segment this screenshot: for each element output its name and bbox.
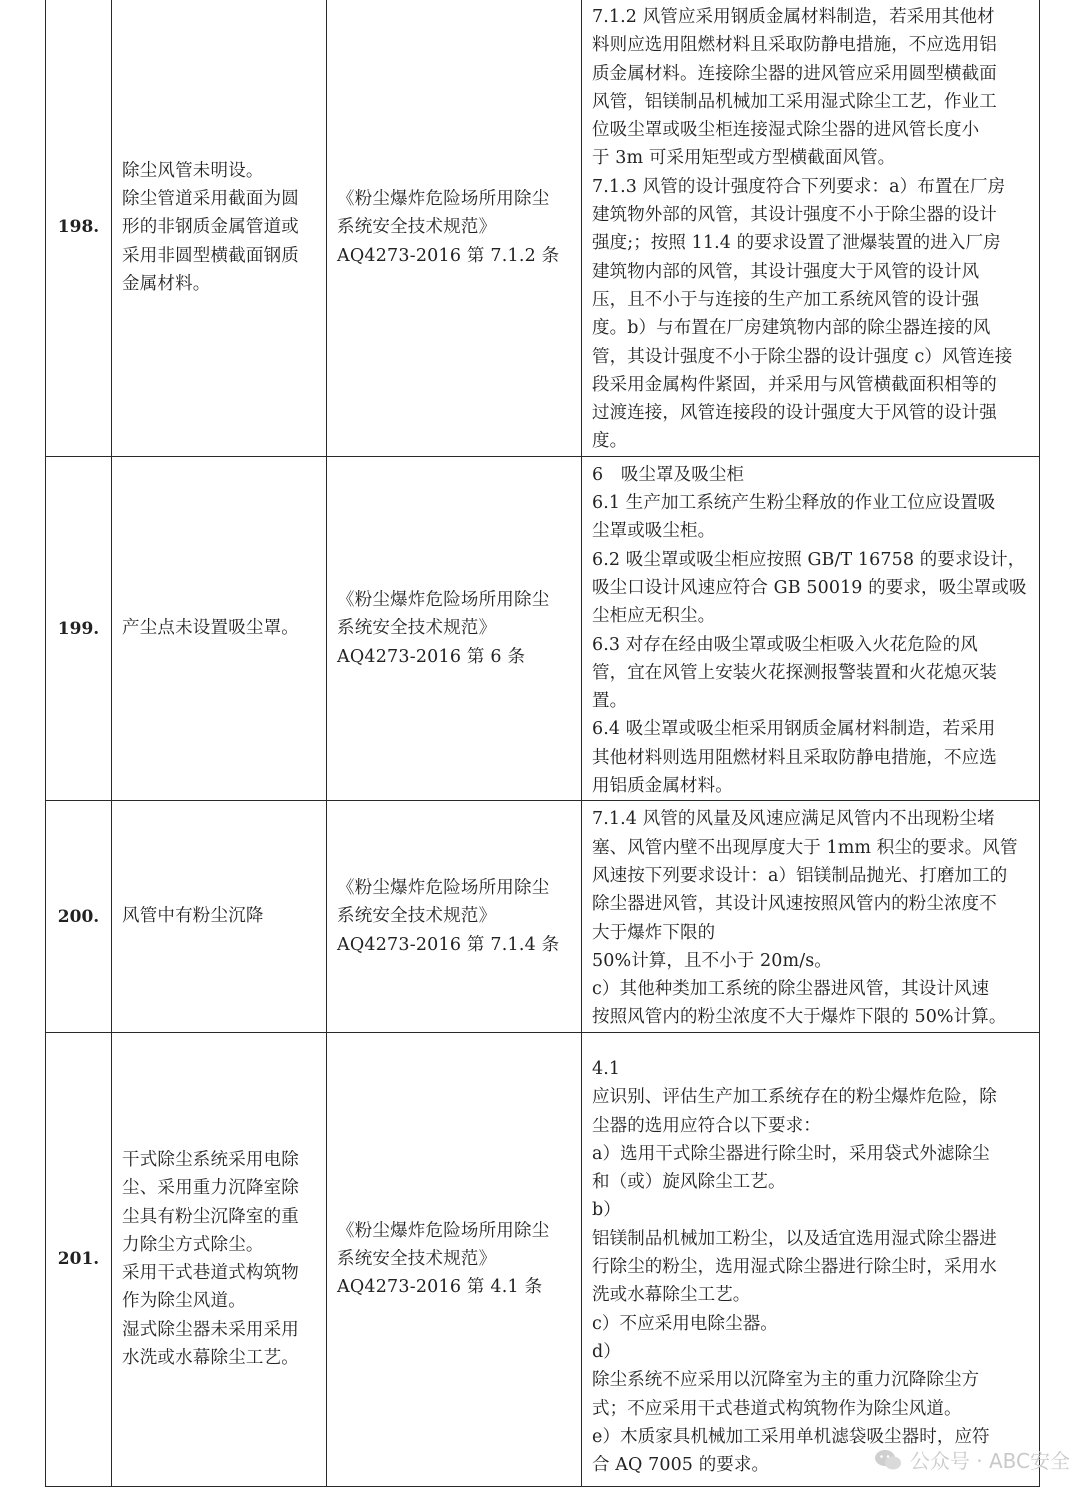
- clause-line: 过渡连接，风管连接段的设计强度大于风管的设计强: [592, 403, 997, 424]
- clause-line: a）选用干式除尘器进行除尘时，采用袋式外滤除尘: [592, 1143, 990, 1164]
- basis-line: 《粉尘爆炸危险场所用除尘: [337, 188, 550, 209]
- clause-line: 尘柜应无积尘。: [592, 606, 716, 627]
- watermark-text: 公众号 · ABC安全: [909, 1449, 1070, 1473]
- clause-line: 7.1.3 风管的设计强度符合下列要求：a）布置在厂房: [592, 176, 1006, 197]
- table-row: [46, 1032, 1040, 1486]
- clause-line: 其他材料则选用阻燃材料且采取防静电措施，不应选: [592, 747, 997, 768]
- clause-line: 按照风管内的粉尘浓度不大于爆炸下限的 50%计算。: [592, 1007, 1007, 1028]
- clause-line: 管，其设计强度不小于除尘器的设计强度 c）风管连接: [592, 346, 1013, 367]
- clause-line: 建筑物内部的风管，其设计强度大于风管的设计风: [592, 261, 980, 282]
- clause-line: 用铝质金属材料。: [592, 776, 733, 797]
- wechat-icon: [874, 1449, 902, 1471]
- table-row: [46, 0, 1040, 456]
- issue-line: 作为除尘风道。: [122, 1291, 246, 1312]
- clause-line: 尘器的选用应符合以下要求：: [592, 1115, 821, 1136]
- issue-line: 尘、采用重力沉降室除: [122, 1178, 299, 1199]
- issue-line: 金属材料。: [122, 273, 211, 294]
- basis-line: AQ4273-2016 第 7.1.2 条: [337, 245, 560, 266]
- issue-line: 形的非钢质金属管道或: [122, 217, 299, 238]
- regulation-table: [45, 0, 1040, 1487]
- issue-line: 尘具有粉尘沉降室的重: [122, 1206, 299, 1227]
- issue-line: 采用非圆型横截面钢质: [122, 245, 299, 266]
- issue-line: 除尘管道采用截面为圆: [122, 188, 299, 209]
- clause-line: 7.1.4 风管的风量及风速应满足风管内不出现粉尘堵: [592, 809, 995, 830]
- clause-line: e）木质家具机械加工采用单机滤袋吸尘器时，应符: [592, 1426, 990, 1447]
- clause-line: 料则应选用阻燃材料且采取防静电措施，不应选用铝: [592, 35, 997, 56]
- clause-line: c）不应采用电除尘器。: [592, 1313, 778, 1334]
- clause-line: 度。b）与布置在厂房建筑物内部的除尘器连接的风: [592, 318, 991, 339]
- clause-line: 位吸尘罩或吸尘柜连接湿式除尘器的进风管长度小: [592, 120, 980, 141]
- clause-line: 50%计算，且不小于 20m/s。: [592, 950, 832, 971]
- clause-line: 和（或）旋风除尘工艺。: [592, 1172, 786, 1193]
- clause-line: 除尘系统不应采用以沉降室为主的重力沉降除尘方: [592, 1370, 980, 1391]
- issue-line: 干式除尘系统采用电除: [122, 1150, 299, 1170]
- clause-line: 4.1: [592, 1058, 621, 1079]
- basis-line: 《粉尘爆炸危险场所用除尘: [337, 1220, 550, 1241]
- item-number: 200.: [46, 801, 112, 1032]
- basis-line: 《粉尘爆炸危险场所用除尘: [337, 878, 550, 899]
- clause-line: 管，宜在风管上安装火花探测报警装置和火花熄灭装: [592, 662, 997, 683]
- clause-line: 于 3m 可采用矩型或方型横截面风管。: [592, 148, 896, 169]
- clause-line: 行除尘的粉尘，选用湿式除尘器进行除尘时，采用水: [592, 1257, 997, 1278]
- basis-line: 系统安全技术规范》: [337, 618, 497, 639]
- clause-line: 段采用金属构件紧固，并采用与风管横截面积相等的: [592, 374, 997, 395]
- clause-line: 6.4 吸尘罩或吸尘柜采用钢质金属材料制造，若采用: [592, 719, 996, 740]
- standard-clause: [582, 801, 1040, 1032]
- clause-line: 度。: [592, 431, 628, 452]
- issue-line: 采用干式巷道式构筑物: [122, 1263, 299, 1284]
- issue-description: [112, 0, 327, 456]
- basis-line: 系统安全技术规范》: [337, 906, 497, 927]
- spacer: [592, 1043, 1031, 1055]
- basis-line: 系统安全技术规范》: [337, 217, 497, 238]
- regulation-basis: [327, 456, 582, 801]
- issue-line: 湿式除尘器未采用采用: [122, 1319, 299, 1340]
- basis-line: AQ4273-2016 第 6 条: [337, 646, 526, 667]
- regulation-basis: [327, 1032, 582, 1486]
- basis-line: 系统安全技术规范》: [337, 1249, 497, 1270]
- clause-line: 应识别、评估生产加工系统存在的粉尘爆炸危险，除: [592, 1087, 997, 1108]
- issue-line: 力除尘方式除尘。: [122, 1234, 264, 1255]
- watermark: [874, 1445, 1070, 1474]
- clause-line: 铝镁制品机械加工粉尘，以及适宜选用湿式除尘器进: [592, 1228, 997, 1249]
- issue-line: 产尘点未设置吸尘罩。: [122, 618, 299, 639]
- issue-description: [112, 801, 327, 1032]
- regulation-basis: [327, 0, 582, 456]
- basis-line: AQ4273-2016 第 7.1.4 条: [337, 934, 560, 955]
- clause-line: 7.1.2 风管应采用钢质金属材料制造，若采用其他材: [592, 7, 995, 27]
- table-body: [46, 0, 1040, 1486]
- clause-line: b）: [592, 1200, 621, 1221]
- clause-line: c）其他种类加工系统的除尘器进风管，其设计风速: [592, 979, 990, 1000]
- issue-description: [112, 456, 327, 801]
- basis-line: AQ4273-2016 第 4.1 条: [337, 1277, 543, 1298]
- issue-line: 除尘风管未明设。: [122, 160, 264, 181]
- clause-line: 式；不应采用干式巷道式构筑物作为除尘风道。: [592, 1398, 962, 1419]
- clause-line: 6 吸尘罩及吸尘柜: [592, 464, 745, 485]
- item-number: 201.: [46, 1032, 112, 1486]
- item-number: 198.: [46, 0, 112, 456]
- clause-line: 风速按下列要求设计：a）铝镁制品抛光、打磨加工的: [592, 865, 1008, 886]
- clause-line: 除尘器进风管，其设计风速按照风管内的粉尘浓度不: [592, 894, 997, 915]
- clause-line: 6.1 生产加工系统产生粉尘释放的作业工位应设置吸: [592, 493, 996, 514]
- clause-line: 质金属材料。连接除尘器的进风管应采用圆型横截面: [592, 63, 997, 84]
- item-number: 199.: [46, 456, 112, 801]
- clause-line: 塞、风管内壁不出现厚度大于 1mm 积尘的要求。风管: [592, 837, 1018, 858]
- regulation-basis: [327, 801, 582, 1032]
- standard-clause: [582, 1032, 1040, 1486]
- clause-line: 洗或水幕除尘工艺。: [592, 1285, 751, 1306]
- clause-line: 6.3 对存在经由吸尘罩或吸尘柜吸入火花危险的风: [592, 634, 978, 655]
- basis-line: 《粉尘爆炸危险场所用除尘: [337, 590, 550, 611]
- issue-line: 风管中有粉尘沉降: [122, 906, 264, 927]
- clause-line: 吸尘口设计风速应符合 GB 50019 的要求，吸尘罩或吸: [592, 577, 1027, 598]
- clause-line: 风管，铝镁制品机械加工采用湿式除尘工艺，作业工: [592, 91, 997, 112]
- clause-line: 建筑物外部的风管，其设计强度不小于除尘器的设计: [592, 205, 997, 226]
- standard-clause: [582, 0, 1040, 456]
- clause-line: 压，且不小于与连接的生产加工系统风管的设计强: [592, 289, 980, 310]
- clause-line: 尘罩或吸尘柜。: [592, 521, 716, 542]
- clause-line: 大于爆炸下限的: [592, 922, 716, 943]
- clause-line: 6.2 吸尘罩或吸尘柜应按照 GB/T 16758 的要求设计，: [592, 549, 1026, 570]
- clause-line: 强度;；按照 11.4 的要求设置了泄爆装置的进入厂房: [592, 233, 1001, 254]
- issue-line: 水洗或水幕除尘工艺。: [122, 1348, 299, 1369]
- table-row: [46, 456, 1040, 801]
- clause-line: 置。: [592, 691, 628, 712]
- table-row: [46, 801, 1040, 1032]
- clause-line: d）: [592, 1341, 621, 1362]
- issue-description: [112, 1032, 327, 1486]
- clause-line: 合 AQ 7005 的要求。: [592, 1455, 770, 1476]
- standard-clause: [582, 456, 1040, 801]
